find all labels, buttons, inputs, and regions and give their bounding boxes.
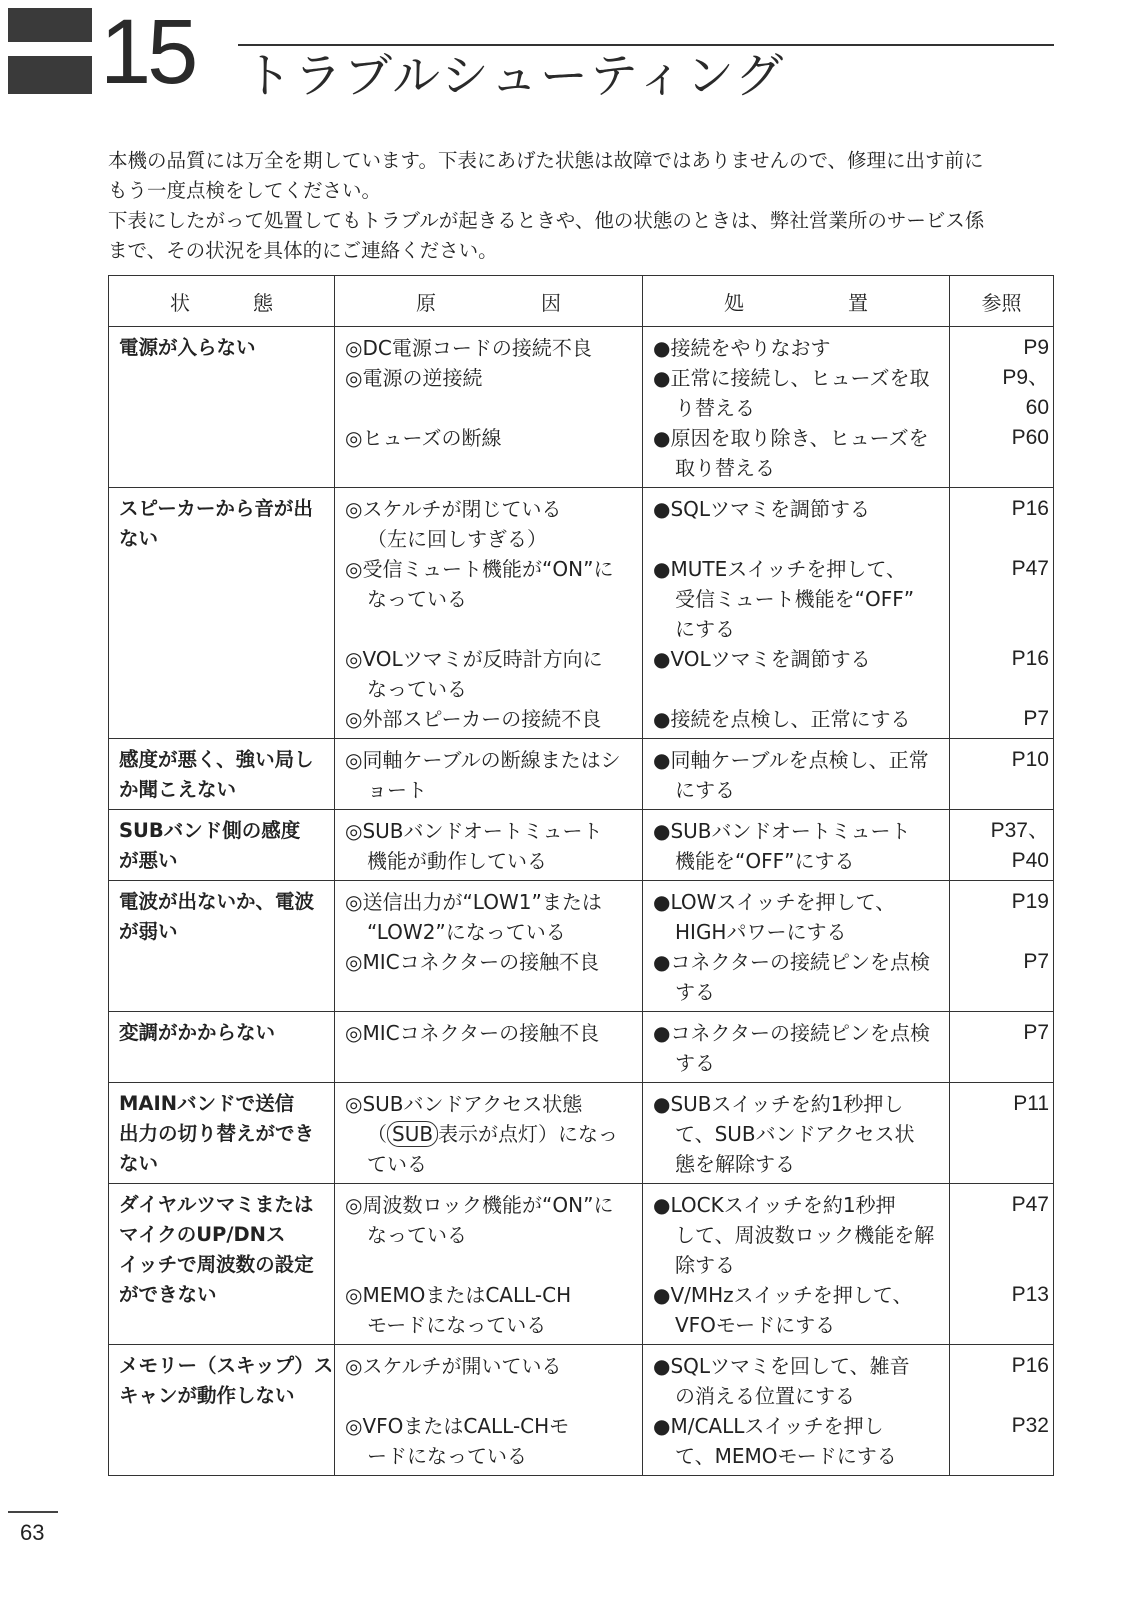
header-state: 状 態 — [109, 276, 335, 327]
table-row — [109, 881, 1054, 1012]
action-cell: ●同軸ケーブルを点検し、正常 にする — [643, 739, 950, 810]
sub-indicator-box: SUB — [387, 1121, 438, 1147]
chapter-title: トラブルシューティング — [244, 48, 786, 104]
cause-cell: ◎MICコネクターの接触不良 — [335, 1012, 643, 1083]
action-cell: ●SUBスイッチを約1秒押し て、SUBバンドアクセス状 態を解除する — [643, 1083, 950, 1184]
title-rule — [238, 44, 1054, 46]
reference-cell: P9 P9、 60 P60 — [950, 327, 1054, 488]
state-cell: 変調がかからない — [109, 1012, 335, 1083]
reference-cell: P19 P7 — [950, 881, 1054, 1012]
cause-cell: ◎周波数ロック機能が“ON”に なっている ◎MEMOまたはCALL-CH モードになっている — [335, 1184, 643, 1345]
action-cell: ●コネクターの接続ピンを点検 する — [643, 1012, 950, 1083]
reference-cell: P11 — [950, 1083, 1054, 1184]
table-row — [109, 810, 1054, 881]
reference-cell: P7 — [950, 1012, 1054, 1083]
page-number: 63 — [20, 1520, 45, 1545]
reference-cell: P16 P47 P16 P7 — [950, 488, 1054, 739]
action-cell: ●SQLツマミを回して、雑音 の消える位置にする ●M/CALLスイッチを押し て、MEMOモードにする — [643, 1345, 950, 1476]
reference-cell: P47 P13 — [950, 1184, 1054, 1345]
state-cell: ダイヤルツマミまたは マイクのUP/DNス イッチで周波数の設定 ができない — [109, 1184, 335, 1345]
table-row — [109, 1012, 1054, 1083]
action-cell: ●SUBバンドオートミュート 機能を“OFF”にする — [643, 810, 950, 881]
cause-cell: ◎SUBバンドアクセス状態 （ SUB 表示が点灯）になっ ている — [335, 1083, 643, 1184]
troubleshooting-table — [108, 275, 1054, 1476]
state-cell: 電源が入らない — [109, 327, 335, 488]
state-cell: SUBバンド側の感度 が悪い — [109, 810, 335, 881]
intro-line: 本機の品質には万全を期しています。下表にあげた状態は故障ではありませんので、修理に出す前に — [108, 149, 984, 172]
state-cell: スピーカーから音が出 ない — [109, 488, 335, 739]
action-cell: ●LOCKスイッチを約1秒押 して、周波数ロック機能を解 除する ●V/MHzスイッチを押して、 VFOモードにする — [643, 1184, 950, 1345]
reference-cell: P16 P32 — [950, 1345, 1054, 1476]
footer-rule — [8, 1511, 58, 1513]
table-row — [109, 327, 1054, 488]
cause-cell: ◎送信出力が“LOW1”または “LOW2”になっている ◎MICコネクターの接触不良 — [335, 881, 643, 1012]
header-cause: 原 因 — [335, 276, 643, 327]
cause-cell: ◎DC電源コードの接続不良 ◎電源の逆接続 ◎ヒューズの断線 — [335, 327, 643, 488]
state-cell: 感度が悪く、強い局し か聞こえない — [109, 739, 335, 810]
state-cell: メモリー（スキップ）ス キャンが動作しない — [109, 1345, 335, 1476]
table-row — [109, 1184, 1054, 1345]
table-row — [109, 488, 1054, 739]
reference-cell: P10 — [950, 739, 1054, 810]
header-ref: 参照 — [950, 276, 1054, 327]
cause-cell: ◎同軸ケーブルの断線またはシ ョート — [335, 739, 643, 810]
action-cell: ●接続をやりなおす ●正常に接続し、ヒューズを取 り替える ●原因を取り除き、ヒューズを 取り替える — [643, 327, 950, 488]
state-cell: 電波が出ないか、電波 が弱い — [109, 881, 335, 1012]
action-cell: ●LOWスイッチを押して、 HIGHパワーにする ●コネクターの接続ピンを点検 する — [643, 881, 950, 1012]
reference-cell: P37、 P40 — [950, 810, 1054, 881]
intro-text — [108, 146, 1058, 266]
table-row — [109, 1083, 1054, 1184]
chapter-number: 15 — [100, 1, 195, 103]
intro-line: まで、その状況を具体的にご連絡ください。 — [108, 239, 498, 262]
table-row — [109, 1345, 1054, 1476]
table-row — [109, 739, 1054, 810]
action-cell: ●SQLツマミを調節する ●MUTEスイッチを押して、 受信ミュート機能を“OFF” にする ●VOLツマミを調節する ●接続を点検し、正常にする — [643, 488, 950, 739]
cause-cell: ◎スケルチが開いている ◎VFOまたはCALL-CHモ ードになっている — [335, 1345, 643, 1476]
intro-line: 下表にしたがって処置してもトラブルが起きるときや、他の状態のときは、弊社営業所のサービス係 — [108, 209, 985, 232]
cause-cell: ◎SUBバンドオートミュート 機能が動作している — [335, 810, 643, 881]
chapter-tab-mark-top — [8, 8, 92, 42]
cause-cell: ◎スケルチが閉じている （左に回しすぎる） ◎受信ミュート機能が“ON”に なっている ◎VOLツマミが反時計方向に なっている ◎外部スピーカーの接続不良 — [335, 488, 643, 739]
chapter-tab-mark-bottom — [8, 56, 92, 94]
table-header-row — [109, 276, 1054, 327]
state-cell: MAINバンドで送信 出力の切り替えができ ない — [109, 1083, 335, 1184]
intro-line: もう一度点検をしてください。 — [108, 179, 382, 202]
header-action: 処 置 — [643, 276, 950, 327]
